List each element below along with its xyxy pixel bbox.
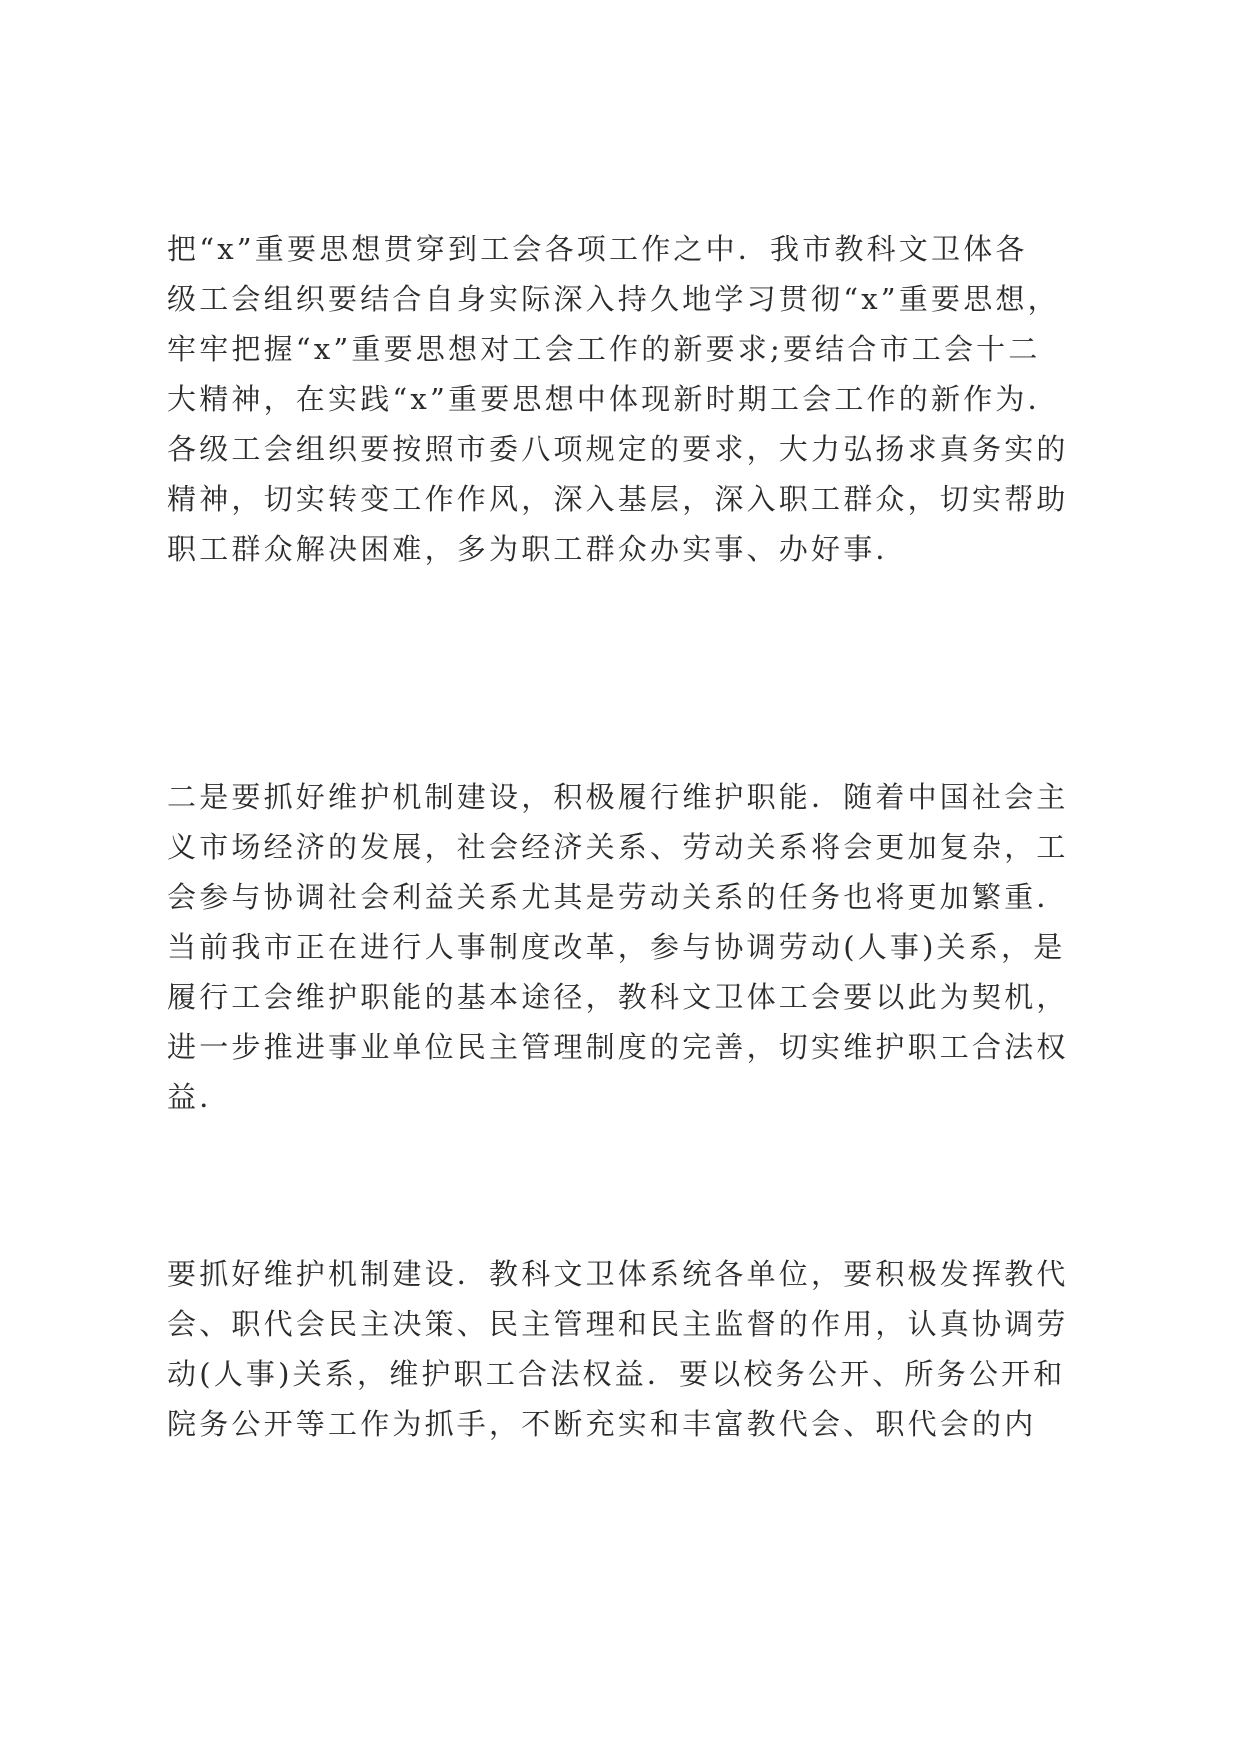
text-line: 二是要抓好维护机制建设，积极履行维护职能．随着中国社会主 <box>167 780 1069 814</box>
text-line: 义市场经济的发展，社会经济关系、劳动关系将会更加复杂，工 <box>167 830 1069 864</box>
text-line: 各级工会组织要按照市委八项规定的要求，大力弘扬求真务实的 <box>167 432 1069 466</box>
text-line: 当前我市正在进行人事制度改革，参与协调劳动(人事)关系，是 <box>167 930 1066 964</box>
text-line: 大精神，在实践“x”重要思想中体现新时期工会工作的新作为． <box>167 382 1060 416</box>
paragraph <box>167 224 1167 574</box>
text-line: 级工会组织要结合自身实际深入持久地学习贯彻“x”重要思想， <box>167 282 1060 316</box>
text-line: 职工群众解决困难，多为职工群众办实事、办好事． <box>167 532 908 566</box>
text-line: 会参与协调社会利益关系尤其是劳动关系的任务也将更加繁重． <box>167 880 1069 914</box>
paragraph <box>167 772 1167 1122</box>
paragraph <box>167 1249 1167 1449</box>
text-line: 进一步推进事业单位民主管理制度的完善，切实维护职工合法权 <box>167 1030 1069 1064</box>
text-line: 院务公开等工作为抓手，不断充实和丰富教代会、职代会的内 <box>167 1407 1037 1441</box>
text-line: 履行工会维护职能的基本途径，教科文卫体工会要以此为契机， <box>167 980 1069 1014</box>
text-line: 牢牢把握“x”重要思想对工会工作的新要求;要结合市工会十二 <box>167 332 1041 366</box>
text-line: 会、职代会民主决策、民主管理和民主监督的作用，认真协调劳 <box>167 1307 1069 1341</box>
text-line: 益． <box>167 1080 232 1114</box>
text-line: 精神，切实转变工作作风，深入基层，深入职工群众，切实帮助 <box>167 482 1069 516</box>
text-line: 把“x”重要思想贯穿到工会各项工作之中．我市教科文卫体各 <box>167 232 1028 266</box>
text-line: 要抓好维护机制建设．教科文卫体系统各单位，要积极发挥教代 <box>167 1257 1069 1291</box>
text-line: 动(人事)关系，维护职工合法权益．要以校务公开、所务公开和 <box>167 1357 1066 1391</box>
